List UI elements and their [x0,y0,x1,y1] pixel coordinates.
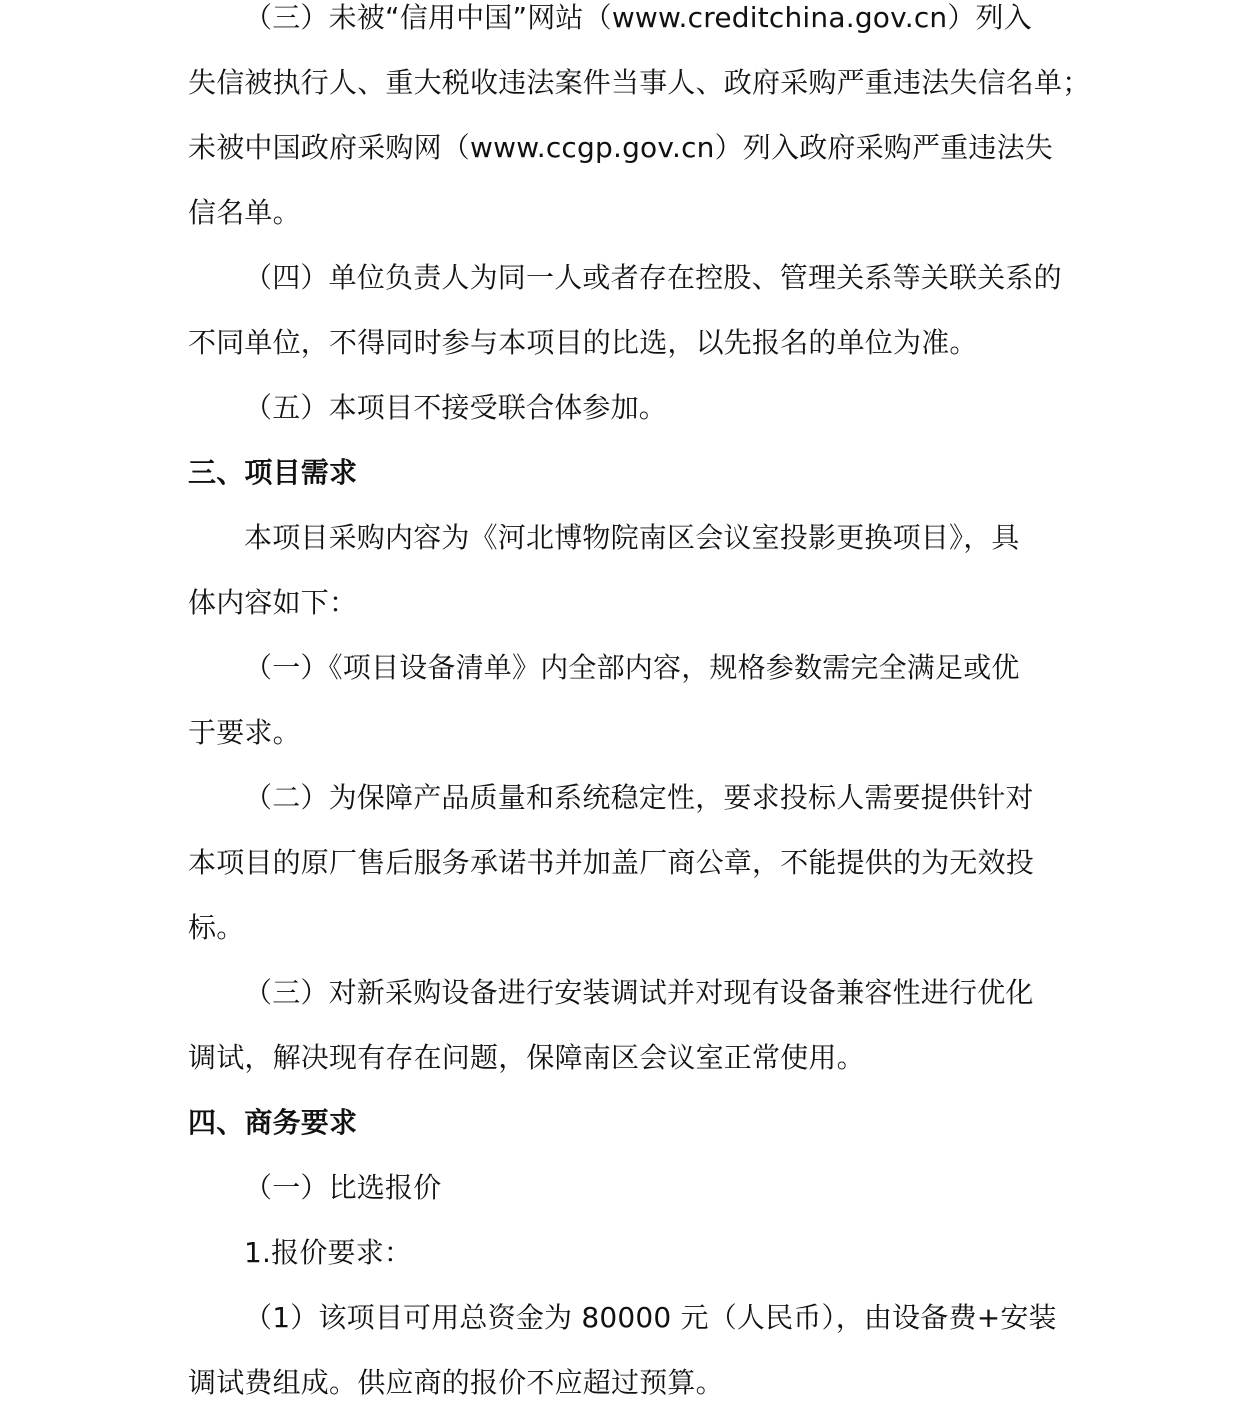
paragraph-line: （四）单位负责人为同一人或者存在控股、管理关系等关联关系的 [244,261,1062,294]
paragraph-line: 本项目采购内容为《河北博物院南区会议室投影更换项目》，具 [244,521,1020,554]
paragraph-line: 调试费组成。供应商的报价不应超过预算。 [188,1366,724,1399]
paragraph-line: （三）对新采购设备进行安装调试并对现有设备兼容性进行优化 [244,976,1034,1009]
paragraph-line: （二）为保障产品质量和系统稳定性，要求投标人需要提供针对 [244,781,1034,814]
paragraph-line: 1.报价要求： [244,1236,413,1269]
paragraph-line: （一）《项目设备清单》内全部内容，规格参数需完全满足或优 [244,651,1020,684]
paragraph-line: 不同单位，不得同时参与本项目的比选，以先报名的单位为准。 [188,326,978,359]
paragraph-line: 调试，解决现有存在问题，保障南区会议室正常使用。 [188,1041,865,1074]
paragraph-line: 信名单。 [188,196,301,229]
paragraph-line: （三）未被“信用中国”网站（www.creditchina.gov.cn）列入 [244,1,1032,34]
section-heading: 三、项目需求 [188,456,358,489]
paragraph-line: 未被中国政府采购网（www.ccgp.gov.cn）列入政府采购严重违法失 [188,131,1054,164]
paragraph-line: 本项目的原厂售后服务承诺书并加盖厂商公章，不能提供的为无效投 [188,846,1035,879]
paragraph-line: （1）该项目可用总资金为 80000 元（人民币），由设备费+安装 [244,1301,1057,1334]
paragraph-line: 失信被执行人、重大税收违法案件当事人、政府采购严重违法失信名单； [188,66,1091,99]
section-heading: 四、商务要求 [188,1106,358,1139]
paragraph-line: 于要求。 [188,716,301,749]
paragraph-line: （一）比选报价 [244,1171,442,1204]
paragraph-line: （五）本项目不接受联合体参加。 [244,391,668,424]
paragraph-line: 体内容如下： [188,586,358,619]
paragraph-line: 标。 [188,911,245,944]
